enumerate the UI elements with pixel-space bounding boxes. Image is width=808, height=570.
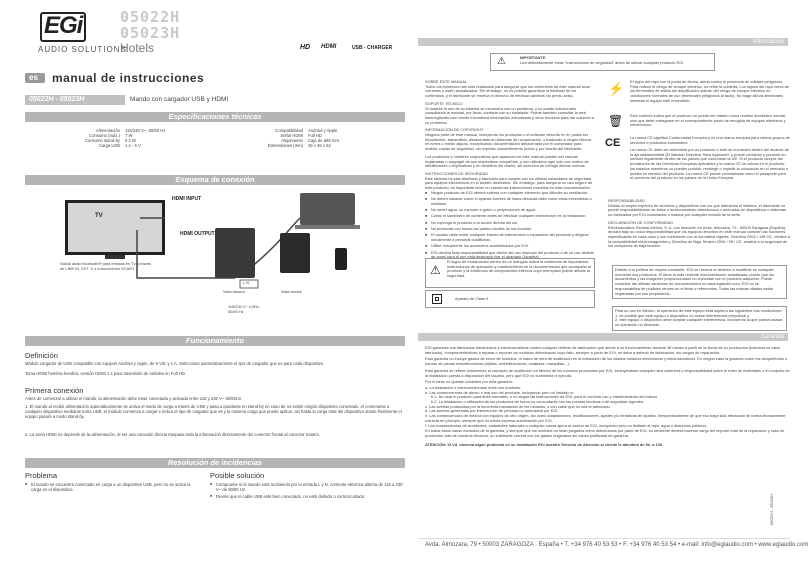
exclamation-triangle-icon: ⚠ [430, 263, 441, 277]
info-column-1 [425, 80, 595, 262]
solution-title: Posible solución [210, 471, 265, 480]
footer-rule [418, 538, 790, 539]
warranty-item: b.1. No usar el producto para fines normales, o no seguir las instrucciones de EGi, para el correcto uso y mantenimiento del mismo. [431, 394, 659, 400]
safety-item: ■ No deben situarse sobre el aparato fuentes de llama desnuda tales como velas encendidas o similares. [425, 197, 595, 206]
first-connection-intro: Antes de comenzar a utilizar el mando, la alimentación debe estar conectada y activada entre 115 y 230 V~ 50/60Hz. [25, 396, 243, 401]
model-code-2: 05023H [120, 24, 181, 42]
symbol-ce-detail: La marca CE debe ser entendida por un producto o este se encuentra dentro del alcance de la aprobada/emitida (El llamado Directiva "New Approach" y puede venderse y ponerse en servicio legalmente dentro de los países que conforman la UE. Si el producto cumple las provisiones de las Directivas Europeas aplicables y la marca CE se coloca en el producto, los estados miembros no pueden prohibir, restringir o impedir la colocación en el mercado o puesta en servicio del producto. La marca CE puede considerarse como el pasaporte para el comercio del producto en los países de la Unión Europea. [630, 147, 789, 181]
first-item-1: 1. El mando al recibir alimentación automáticamente se activa el modo de carga a través de USB y pasa a quedarse en stand-by en caso de no existir ningún dispositivo conectado. Al conectarse a cualquier dispositivo mediante toma USB, el módulo comienza a cargar e indica el tipo de cargador que es y la máxima carga que puede aplicar, así hasta la carga total del dispositivo donde finalmente el equipo pasará a modo stand-by. [25, 404, 402, 420]
spec-value: 7 W [125, 133, 133, 139]
module-front [280, 233, 310, 273]
support-title: SOPORTE TÉCNICO [425, 100, 463, 106]
important-text: Lea detenidamente estas "Instrucciones de seguridad" antes de utilizar cualquier producto EGi [520, 60, 684, 65]
troubleshooting-header: Resolución de incidencias [25, 458, 405, 468]
specs-left [60, 128, 170, 148]
solution-list [210, 482, 405, 500]
ce-mark-icon: CE [605, 137, 621, 149]
safety-item: ■ EGi declina toda responsabilidad que derive del uso impropio del producto o de un uso distinto de aquel para el que está destinado (ver el apartado Garantía). [425, 251, 595, 260]
spec-value: 45 x 45 x 52 [308, 143, 331, 149]
warranty-item: c. Las averías producidas por la incorrecta instalación de los módulos, o con cable que no sea el adecuado. [425, 403, 611, 409]
weee-bin-icon: 🗑 [608, 114, 624, 128]
functioning-header: Funcionamiento [25, 336, 405, 346]
laptop-base [295, 225, 360, 229]
side-code: 05022H - 05023H [769, 494, 774, 525]
spec-value: Android y Apple [308, 128, 338, 133]
warranty-item: f. Las consecuencias de accidentes, catástrofes naturales o cualquier causa ajena al control de EGi, incluyendo pero no limitado al rayo, agua o disturbios públicos. [425, 422, 708, 428]
footer-sep: • [560, 542, 565, 548]
manual-title: manual de instrucciones [52, 71, 205, 85]
declaration-text: Electroacústica General Ibérica, S. A. con dirección en Avda. Almozara, 79 - 50003 Zaragoza (España), declara bajo su única responsabilidad que los equipos descritos en este manual cumplen las funciones especificadas en cada caso y son conformes con la normativa vigente: Directiva 2004 / 108 CE, relativa a la compatibilidad electromagnética y Directiva de Baja Tensión 2006 / 95 / CE, relativa a la seguridad de los receptores de baja tensión. [608, 224, 790, 249]
warranty-item: e. Las consecuencias de mezcla con equipos de otro origen, así como adaptaciones, modificaciones, ajustes y/o tentativas de ajustes, irrespectivamente de que eso haya sido efectuado de forma técnicamente correcta en principio, siempre que no exista expresa autorización por EGi. [425, 413, 786, 423]
mexico-item: 1. es posible que este equipo o dispositivo no cause interferencia perjudicial y [615, 312, 750, 318]
footer-web[interactable]: www.egiaudio.com [758, 542, 808, 548]
spec-value: 1 A - 5 V [125, 143, 141, 149]
about-title: SOBRE ESTE MANUAL [425, 79, 468, 84]
problem-item: ■ El mando se encuentra conectado en carga a un dispositivo USB, pero no se activa la carga en el dispositivo. [25, 482, 200, 492]
module-rear [215, 228, 255, 278]
model-code-1: 05022H [120, 8, 181, 26]
copyright-title: INFORMACIÓN DE COPYRIGHT [425, 127, 484, 133]
lang-code: es [29, 73, 38, 82]
bluetooth-note: Salida audio bluetooth® para entrada en TV a través de LINE IN, EXT. X o euroconector SCART. [60, 261, 151, 271]
copyright-text: Ninguna parte de este manual, incluyendo los productos o el software descrito en él, podrá ser reproducido, transmitido, almacenado en sistemas de recuperación, o traducido a ningún idioma en forma o medio alguno, exceptuando documentación almacenada por el comprador para realizar copias de seguridad, sin expreso consentimiento previo y por escrito del fabricante. [425, 132, 591, 152]
spec-label: Alimentación [96, 128, 120, 133]
symbol-lightning-text: El signo del rayo con la punta de flecha, alerta contra la presencia de voltajes peligrosos. Para reducir el riesgo de choque eléctrico, no retire la cubierta. Los signos del rayo cerca de los terminales de salida del amplificador indican del riesgo de choque eléctrico en condiciones normales de uso (terminales peligrosos al tacto). No haga dichas terminales mientras el equipo esté encendido. [630, 79, 789, 103]
line-name: Hotels [120, 41, 155, 55]
terminals-label: L N [243, 280, 249, 285]
solution-item: ■ Revise que el cable USB esté bien conectado, no esté dañado o cortocircuitado. [210, 494, 405, 499]
class2-box [425, 290, 595, 308]
laptop-screen [300, 193, 355, 225]
tv-label: TV [95, 213, 103, 219]
spec-value: Full HD [308, 133, 322, 139]
problem-list [25, 482, 200, 494]
safety-item: ■ Cortar el suministro de corriente antes de efectuar cualquier intervención en la instalación. [425, 214, 595, 219]
warranty-body [425, 346, 790, 447]
connection-header: Esquema de conexión [25, 175, 405, 185]
footer-sep: • [754, 542, 759, 548]
copyright-text-2: Los productos y nombres corporativos que aparecen en este manual pueden ser marcas registradas o copyright de sus respectivas compañías, y son utilizados aquí solo con motivo de identificación o explicativos y en beneficio del dueño, sin intención de infringir dichas normas. [425, 153, 589, 169]
spec-label: Consumo stand-by [84, 138, 120, 144]
safety-item: ■ No exponga el producto a la acción directa del sol. [425, 221, 595, 226]
symbol-weee-text: Este símbolo indica que el producto no puede ser tratado como residuo doméstico normal, sino que debe entregarse en el correspondiente punto de recogida de equipos eléctricos y electrónicos. [630, 113, 786, 128]
definition-title: Definición [25, 351, 58, 360]
safety-item: ■ Ningún producto de EGi deberá subirse con cualquier elemento que dificulte su ventilación. [425, 191, 595, 196]
warranty-para: Esta garantía se refiere únicamente al concepto de sustitución en fábrica de los módulos producidos por EGi, excluyéndose cualquier otra cobertura o responsabilidad sobre el resto de materiales o el conjunto de la instalación puesta a disposición del usuario, pero que EGi no suministra ni ejecuta. [425, 367, 790, 378]
product-code: 05022H - 05023H [29, 96, 85, 103]
safety-item: ■ El usuario debe evitar cualquier intento de intervención o reparación del producto y dirigirse únicamente a personal cualificado. [425, 233, 595, 242]
spec-value: 0.2 W [125, 138, 136, 144]
specs-right [250, 128, 390, 148]
warning-triangle-icon: ⚠ [497, 56, 506, 67]
safety-title: INSTRUCCIONES DE SEGURIDAD [425, 170, 488, 176]
safety-list [425, 191, 595, 260]
problem-title: Problema [25, 471, 58, 480]
warranty-item: b. Las consecuencias de abuso o mal uso del producto, incluyendo pero no limitado a: [425, 389, 574, 395]
warranty-para: Por lo tanto no quedan cubiertos por esta garantía: [425, 379, 513, 385]
rear-view-label: Vista trasera [223, 289, 245, 294]
safety-item: ■ No presionar con fuerza las partes móviles de los mandos. [425, 227, 595, 232]
connection-diagram [25, 188, 405, 306]
double-square-inner-icon [435, 297, 439, 301]
footer-sep: • [619, 542, 624, 548]
footer-tel: T. +34 976 40 53 53 [564, 542, 618, 548]
mexico-intro: Para su uso en México, la operación de este equipo está sujeta a las siguientes dos condiciones: [615, 308, 783, 313]
warranty-item: d. Las averías generadas por intervención de persona no autorizada por EGi. [425, 408, 559, 414]
footer-fax: F. +34 976 40 53 54 [623, 542, 677, 548]
footer-sep: • [677, 542, 682, 548]
product-name: Mando con cargador USB y HDMI [130, 96, 229, 103]
phone [335, 248, 347, 270]
responsibility-block [608, 199, 790, 249]
lightning-icon: ⚡ [608, 81, 625, 96]
safety-intro: Este sistema ha sido diseñado y fabricado para cumplir con los últimos estándares de seguridad para equipos electrónicos en el ámbito doméstico. Sin embargo, para asegurar un uso seguro de este producto, es importante tener en cuenta las instrucciones incluidas en esta documentación. [425, 175, 593, 191]
spec-label: Consumo (máx.) [89, 133, 120, 139]
warranty-para: EGi garantiza sus fabricados electrónicos y electroacústicos contra cualquier defecto de fabricación que afecte a su funcionamiento durante 36 meses a partir de la fecha de su producción (indicada en cada fabricado), comprometiéndose a reparar o reponer los módulos defectuosos cuyo fallo, siempre a juicio de EGi, se deba a defecto de fabricación, sin cargos de reparación. [425, 345, 780, 355]
badge-hdmi: HDMI [321, 44, 337, 50]
declaration-title: DECLARACIÓN DE CONFORMIDAD [608, 219, 674, 225]
mexico-item: 2. este equipo o dispositivo debe aceptar cualquier interferencia, incluyendo la que pueda causar su operación no deseada. [615, 317, 783, 328]
info-header: Información [418, 38, 788, 46]
logo-text: EGi [44, 12, 83, 39]
about-text: Todos los esfuerzos han sido realizados para asegurar que los contenidos de este manual sean correctos y estén actualizados. Sin embargo, no es posible garantizar la fidelidad de los contenidos, y el fabricante se reserva el derecho de efectuar cambios sin previo aviso. [425, 83, 591, 99]
brand-text: AUDIO SOLUTIONS [38, 45, 127, 54]
hdmi-input-label: HDMI INPUT [172, 196, 202, 202]
spec-value: Caja de ø60 mm. [308, 138, 341, 144]
spec-label: Alojamiento [281, 138, 303, 144]
important-title: IMPORTANTE [520, 55, 546, 60]
spec-value: 115/230 V~, 50/60 Hz [125, 128, 166, 133]
spec-label: Señal HDMI [280, 133, 303, 139]
definition-text-1: Módulo cargador de USB compatible con equipos Android y Apple, de 5 Vdc y 1 A. Selecciona automáticamente el tipo de cargador que es para cada dispositivo. [25, 361, 325, 366]
egi-logo [40, 12, 86, 42]
support-text: Si durante el uso de su sistema se encuentra con un problema, y no puede solucionarlo consultando el manual, por favor, contacte con su instalador. Puede también consultar la web www.egiaudio.com donde encontrará información actualizada y otros recursos para dar solución a su problema. [425, 105, 594, 125]
footer-email[interactable]: e-mail: info@egiaudio.com [681, 542, 753, 548]
solution-item: ■ Compruebe si el mando está recibiendo por la entrada L y N, corriente eléctrica alterna de 115 a 230 V~ de 50/60 Hz. [210, 482, 405, 492]
responsibility-text: Debido al amplio espectro de servicios y dispositivos con los que interactúa el sistema, el fabricante no puede responsabilizarse de fallos o funcionamiento defectuosos o anómalos de dispositivos o sistemas no fabricados por EGi conectados o usados por cualquier módulo de la serie. [608, 202, 786, 218]
spec-label: Dimensiones (mm) [267, 143, 303, 149]
spec-header: Especificaciones técnicas [25, 112, 405, 122]
warranty-header: Garantía [418, 333, 788, 341]
safety-item: ■ Utilice únicamente los accesorios suministrados por EGi. [425, 244, 595, 249]
mexico-box [612, 306, 787, 331]
attention-note: ATENCIÓN: Si Vd. observa algún problema en su instalación EGi nuestro Servicio de Atención al cliente le atenderá de 9h. a 13h. [425, 441, 664, 447]
tv-screen [68, 203, 162, 252]
first-connection-title: Primera conexión [25, 386, 84, 395]
warning-text: El signo de exclamación dentro de un triángulo indica la existencia de importantes instrucciones de operación y mantenimiento en la documentación que acompaña al producto y la existencia de componentes internos cuyo reemplazo puede afectar la seguridad. [447, 259, 591, 279]
spec-label: Compatibilidad [275, 128, 303, 133]
safety-item: ■ No verter agua, no exponer a goteo o proyecciones de agua. [425, 208, 595, 213]
definition-text-2: Toma HDMI hembra-hembra, versión HDMI 1.4 para trasmisión de señales en Full HD. [25, 371, 187, 376]
front-view-label: Vista frontal [281, 289, 302, 294]
warranty-item: b.2. La instalación o utilización de los productos de forma no concordante con las normas técnicas o de seguridad vigentes. [431, 399, 645, 405]
class2-text: Aparato de Clase II. [455, 296, 490, 301]
footer-address: Avda. Almozara, 79 • 50003 ZARAGOZA · España [425, 542, 560, 548]
badge-usb: USB - CHARGER [352, 45, 393, 51]
footer [425, 542, 808, 548]
warranty-item: a. La instalación e interconexionado entre sus módulos. [425, 384, 522, 390]
first-item-2: 2. La toma HDMI no depende de la alimentación, al ser una conexión directa traspasa toda la información directamente del conector frontal al conector trasero. [25, 432, 321, 437]
badge-hd: HD [300, 44, 311, 51]
symbol-ce-text: La marca CE significa Conformidad Europea y es una marca europea para ciertos grupos de servicios o productos industriales. [630, 135, 790, 145]
tv-stand [105, 255, 125, 259]
hdmi-output-label: HDMI OUTPUT [180, 231, 215, 237]
notice-box: Debido a la política de mejora constante, EGi se reserva el derecho a modificar en cualquier momento sus productos. Si tiene la más reciente documentación actualizada, puede que los documentos y las imágenes proporcionados no coincidan con el producto adquirido. Puede consultar las últimas versiones de documentación en www.egiaudio.com. EGi no se responsabiliza de posibles errores en el texto o referencias. Todas las marcas citadas están registradas por sus propietarios. [612, 265, 787, 299]
warranty-para: Esta garantía no incluye gastos de envío de módulos, ni mano de obra de sustitución en la instalación de los citados módulos electrónicos y electroacústicos. En ningún caso la garantía cubre los desperfectos o roturas de piezas embellecedoras (rejillas, embellecedores, carátulas, marquillas...). [425, 356, 788, 367]
warranty-item: En todos estos casos excluidos de la garantía, y siempre que los módulos no sean juzgados como defectuosos por parte de EGi, su remitente deberá hacerse cargo del importe total de la reparación y caso de producirse vida de nuestros técnicos, su solicitante correrá con los gastos originados sin causa justificada de garantía. [425, 428, 785, 438]
power-label: 115/230 V~ ±15%, 50/60 Hz [228, 304, 260, 314]
spec-label: Carga USB [98, 143, 120, 149]
responsibility-title: RESPONSABILIDAD [608, 198, 645, 203]
